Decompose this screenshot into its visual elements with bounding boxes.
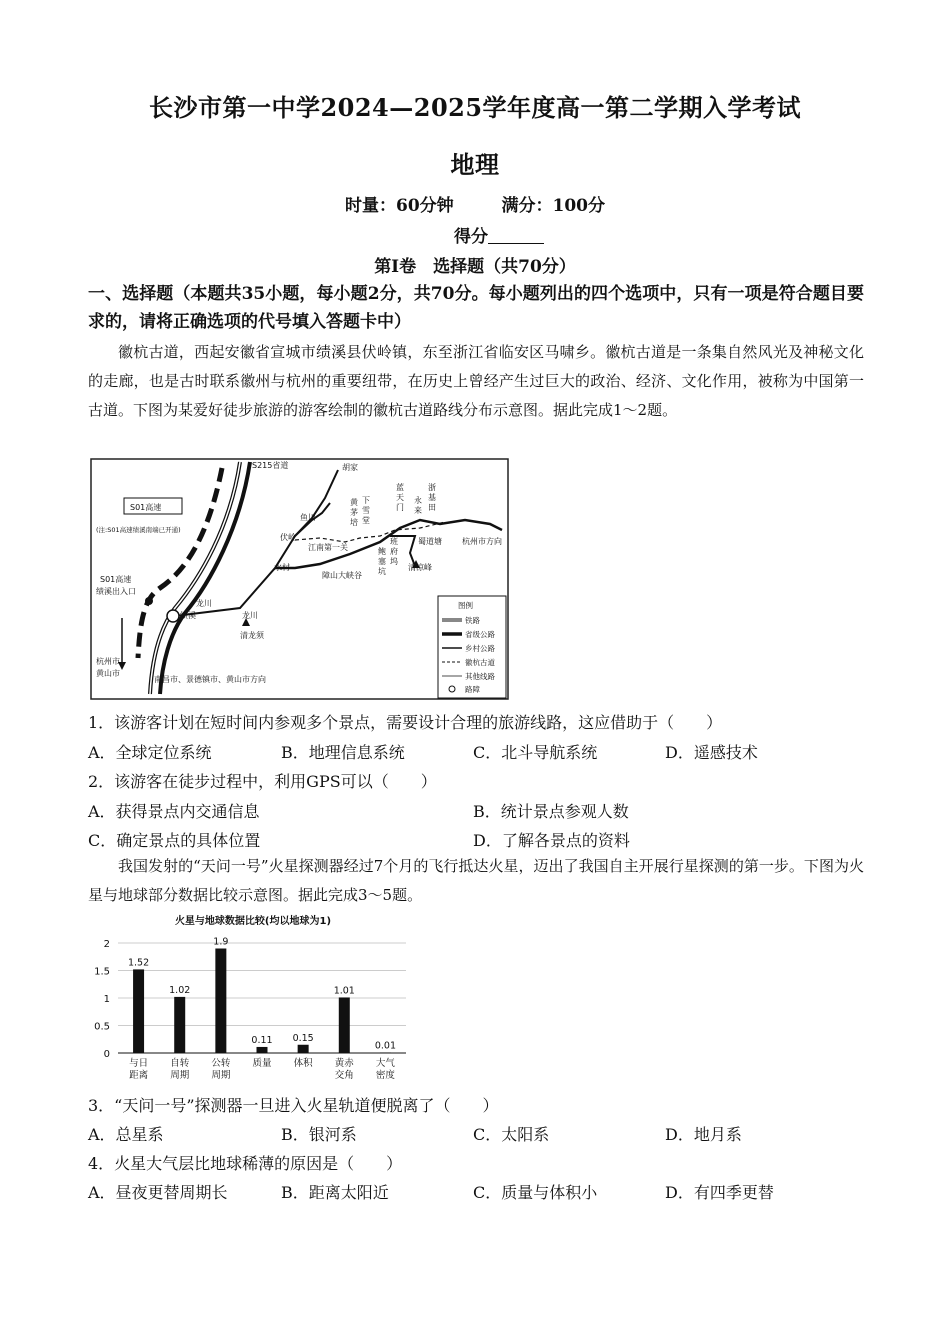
question-1-stem: 1．该游客计划在短时间内参观多个景点，需要设计合理的旅游线路，这应借助于（ ） xyxy=(88,713,723,732)
legend-item: 徽杭古道 xyxy=(465,658,495,667)
map-label-s01-note: (注:S01高速绩溪南端已开通) xyxy=(96,526,181,534)
q4-option-a[interactable]: A．昼夜更替周期长 xyxy=(88,1183,228,1202)
bar-value-label: 1.01 xyxy=(333,985,355,997)
bar-value-label: 0.11 xyxy=(251,1034,273,1046)
map-label-exit1: S01高速 xyxy=(100,575,132,584)
map-label-hangzhou-dir: 杭州市方向 xyxy=(462,537,502,546)
score-blank[interactable] xyxy=(488,227,544,244)
x-tick-label: 密度 xyxy=(375,1070,395,1081)
q3-option-c[interactable]: C．太阳系 xyxy=(473,1125,550,1144)
x-tick-label: 黄赤 xyxy=(334,1058,354,1069)
x-tick-label: 距离 xyxy=(129,1070,149,1081)
x-tick-label: 周期 xyxy=(170,1070,190,1081)
map-label-longchuan: 龙川 xyxy=(196,599,212,608)
q4-option-d[interactable]: D．有四季更替 xyxy=(665,1183,774,1202)
q2-option-c[interactable]: C．确定景点的具体位置 xyxy=(88,831,261,850)
x-tick-label: 体积 xyxy=(293,1058,313,1069)
map-label-s215: S215省道 xyxy=(252,461,289,470)
svg-text:塞: 塞 xyxy=(378,557,386,566)
legend-item: 其他线路 xyxy=(465,672,495,681)
x-tick-label: 质量 xyxy=(252,1058,272,1069)
legend-title: 图例 xyxy=(458,601,473,610)
svg-text:府: 府 xyxy=(390,547,398,556)
q3-option-b[interactable]: B．银河系 xyxy=(281,1125,357,1144)
bar xyxy=(380,1052,391,1053)
q1-option-a[interactable]: A．全球定位系统 xyxy=(88,743,212,762)
map-label-zhaodiwan: 蜀道塘 xyxy=(418,537,442,546)
svg-text:茅: 茅 xyxy=(350,508,358,517)
score-field: 得分 xyxy=(0,222,950,247)
y-tick-label: 1 xyxy=(103,994,110,1005)
svg-text:蓝: 蓝 xyxy=(396,483,404,492)
y-tick-label: 0.5 xyxy=(94,1021,110,1033)
legend-item: 乡村公路 xyxy=(465,644,495,653)
question-4-stem: 4．火星大气层比地球稀薄的原因是（ ） xyxy=(88,1154,403,1173)
bar-value-label: 1.02 xyxy=(169,984,191,996)
map-label-bottom-dir: 南昌市、景德镇市、黄山市方向 xyxy=(154,675,266,684)
svg-text:雪: 雪 xyxy=(362,506,370,515)
jixi-marker xyxy=(167,610,179,622)
bar-value-label: 0.01 xyxy=(374,1040,397,1052)
q1-option-b[interactable]: B．地理信息系统 xyxy=(281,743,405,762)
bar xyxy=(339,997,350,1053)
map-label-longchuan2: 龙川 xyxy=(242,611,258,620)
bar xyxy=(257,1047,268,1053)
question-3-stem: 3．“天问一号”探测器一旦进入火星轨道便脱离了（ ） xyxy=(88,1096,499,1115)
legend-item: 铁路 xyxy=(465,616,480,625)
map-label-yuchuan: 鱼川 xyxy=(300,513,316,522)
exam-meta xyxy=(0,191,950,216)
x-tick-label: 与日 xyxy=(129,1058,149,1069)
q1-option-d[interactable]: D．遥感技术 xyxy=(665,743,758,762)
svg-text:天: 天 xyxy=(396,493,404,502)
map-label-shuicun: 水村 xyxy=(274,563,290,572)
q3-option-d[interactable]: D．地月系 xyxy=(665,1125,742,1144)
svg-text:来: 来 xyxy=(414,506,422,515)
map-label-zhangshan: 障山大峡谷 xyxy=(322,571,362,580)
route-map xyxy=(90,458,510,702)
y-tick-label: 1.5 xyxy=(94,966,110,978)
subject-title: 地理 xyxy=(450,150,500,179)
y-tick-label: 0 xyxy=(103,1049,110,1060)
q3-option-a[interactable]: A．总星系 xyxy=(88,1125,164,1144)
bar xyxy=(174,997,185,1053)
x-tick-label: 公转 xyxy=(211,1058,231,1069)
svg-text:基: 基 xyxy=(428,493,436,502)
map-label-s01: S01高速 xyxy=(130,503,162,512)
x-tick-label: 自转 xyxy=(170,1058,190,1069)
svg-text:班: 班 xyxy=(390,537,398,546)
svg-text:永: 永 xyxy=(414,496,422,505)
svg-text:杭州市、: 杭州市、 xyxy=(96,657,128,666)
map-label-hujia: 胡家 xyxy=(342,463,358,472)
svg-text:门: 门 xyxy=(396,503,404,512)
passage-2: 我国发射的“天问一号”火星探测器经过7个月的飞行抵达火星，迈出了我国自主开展行星探测的第一步。下图为火星与地球部分数据比较示意图。据此完成3～5题。 xyxy=(88,857,864,904)
score-label: 满分：100分 xyxy=(501,196,605,216)
svg-text:鲍: 鲍 xyxy=(378,547,386,556)
x-tick-label: 交角 xyxy=(334,1070,354,1081)
svg-text:坞: 坞 xyxy=(390,557,398,566)
bar xyxy=(133,969,144,1053)
chart-title: 火星与地球数据比较(均以地球为1) xyxy=(174,916,332,927)
q4-option-b[interactable]: B．距离太阳近 xyxy=(281,1183,389,1202)
svg-text:培: 培 xyxy=(350,518,358,527)
svg-text:黄: 黄 xyxy=(350,498,358,507)
map-label-fuling: 伏岭 xyxy=(280,533,296,542)
map-label-jixi: 绩溪 xyxy=(180,611,196,620)
svg-text:田: 田 xyxy=(428,503,436,512)
svg-text:黄山市: 黄山市 xyxy=(96,669,120,678)
x-tick-label: 周期 xyxy=(211,1070,231,1081)
bar-value-label: 1.9 xyxy=(213,936,229,948)
svg-text:浙: 浙 xyxy=(428,483,436,492)
legend-item: 路障 xyxy=(465,685,480,694)
svg-text:堂: 堂 xyxy=(362,516,370,525)
q2-option-a[interactable]: A．获得景点内交通信息 xyxy=(88,802,260,821)
bar-value-label: 0.15 xyxy=(292,1032,314,1044)
exam-title: 长沙市第一中学2024—2025学年度高一第二学期入学考试 xyxy=(148,93,802,122)
part1-title: 第Ⅰ卷 选择题（共70分） xyxy=(374,257,576,277)
section-instruction: 一、选择题（本题共35小题，每小题2分，共70分。每小题列出的四个选项中，只有一项是符合题目要求的，请将正确选项的代号填入答题卡中） xyxy=(88,284,864,332)
legend-item: 省级公路 xyxy=(465,630,495,639)
mars-earth-chart xyxy=(88,910,418,1084)
q2-option-b[interactable]: B．统计景点参观人数 xyxy=(473,802,629,821)
bar xyxy=(215,949,226,1054)
q1-option-c[interactable]: C．北斗导航系统 xyxy=(473,743,598,762)
map-label-exit2: 绩溪出入口 xyxy=(96,587,136,596)
question-2-stem: 2．该游客在徒步过程中，利用GPS可以（ ） xyxy=(88,772,437,791)
q4-option-c[interactable]: C．质量与体积小 xyxy=(473,1183,598,1202)
bar-value-label: 1.52 xyxy=(127,957,150,969)
x-tick-label: 大气 xyxy=(375,1058,395,1069)
svg-text:下: 下 xyxy=(362,496,370,505)
map-label-jiangnan: 江南第一关 xyxy=(308,543,348,552)
time-label: 时量：60分钟 xyxy=(344,196,454,216)
q2-option-d[interactable]: D．了解各景点的资料 xyxy=(473,831,630,850)
y-tick-label: 2 xyxy=(103,939,110,950)
bar xyxy=(298,1045,309,1053)
svg-text:坑: 坑 xyxy=(378,567,386,576)
passage-1: 徽杭古道，西起安徽省宣城市绩溪县伏岭镇，东至浙江省临安区马啸乡。徽杭古道是一条集自然风光及神秘文化的走廊，也是古时联系徽州与杭州的重要纽带，在历史上曾经产生过巨大的政治、经济、文化作用，被称为中国第一古道。下图为某爱好徒步旅游的游客绘制的徽杭古道路线分布示意图。据此完成1～2题。 xyxy=(88,343,864,419)
map-label-qinglong: 清龙须 xyxy=(240,631,264,640)
map-label-qingliangfeng: 清凉峰 xyxy=(408,563,432,572)
